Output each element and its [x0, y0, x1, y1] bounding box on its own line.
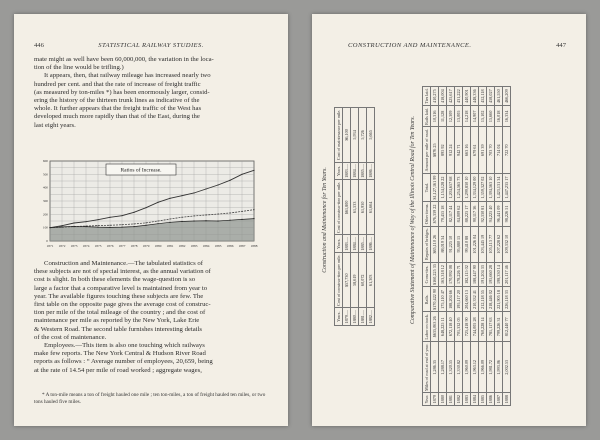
table2-cell: 912 24: [447, 127, 455, 174]
table1-cell: 1880.....: [352, 309, 357, 324]
table2-row: [447, 86, 455, 405]
data-point: [61, 226, 62, 227]
right-page-number: 447: [556, 42, 566, 49]
text-line: large a factor that a comparative level is maintained from year to: [34, 284, 208, 292]
data-point: [229, 180, 230, 181]
table2-cell: 1,981.72: [487, 342, 495, 393]
x-tick-label: 1887: [238, 244, 246, 248]
table1-header-cell: Years.: [335, 235, 343, 253]
text-line: & Western Road. The second table furnishes interesting details: [34, 325, 203, 333]
y-tick-label: 300: [42, 199, 48, 203]
table2-cell: 98,226 51: [503, 202, 511, 227]
data-point: [97, 219, 98, 220]
data-point: [73, 226, 74, 227]
table2-cell: 1,254,565 73: [455, 174, 463, 202]
table2-cell: 410,275: [431, 86, 439, 105]
table2-cell: 1,288.17: [439, 342, 447, 393]
text-line: first table on the opposite page gives the average cost of construc-: [34, 301, 211, 309]
table2-cell: 466,209: [503, 86, 511, 105]
data-point: [61, 225, 62, 226]
table2-cell: 109,332 10: [503, 226, 511, 262]
data-point: [157, 223, 158, 224]
table2-row: [431, 86, 439, 405]
text-line: these subjects are not of special interest, as the annual variation of: [34, 268, 211, 276]
maintenance-table: [422, 86, 511, 406]
table1-cell: 1884.....: [352, 236, 357, 251]
x-tick-label: 1875: [94, 244, 102, 248]
table2-cell: 425,617: [447, 86, 455, 105]
data-point: [229, 220, 230, 221]
table2-cell: 182,115 02: [463, 262, 471, 287]
table2-cell: 103,445 19: [479, 226, 487, 262]
x-tick-label: 1876: [106, 244, 114, 248]
data-point: [241, 174, 242, 175]
table1-cell: 1879.....: [344, 309, 349, 324]
table2-cell: 88,225 17: [463, 202, 471, 227]
table2-cell: $160,225 35: [432, 264, 437, 285]
data-point: [85, 221, 86, 222]
table2-cell: 1886: [487, 393, 495, 406]
x-tick-label: 1877: [118, 244, 126, 248]
table2-cell: 1,963.12: [471, 342, 479, 393]
table2-cell: 672,118 40: [447, 312, 455, 342]
data-point: [157, 202, 158, 203]
table2-cell: 1,334,129 00: [471, 174, 479, 202]
right-running-title: CONSTRUCTION AND MAINTENANCE.: [348, 42, 472, 49]
text-line: developed much more rapidly than that of the East, during the: [34, 113, 200, 121]
table2-cell: 94,225 40: [487, 202, 495, 227]
table2-cell: 96,441 09: [495, 202, 503, 227]
y-tick-label: 200: [42, 212, 48, 217]
table1-header-cell: Cost of maintenance per mile.: [336, 109, 341, 161]
table2-cell: 744,005 28: [471, 312, 479, 342]
table1-cell: 1882.....: [368, 309, 373, 324]
table2-cell: 1882: [455, 393, 463, 406]
table1-cell: 5,726: [359, 108, 367, 162]
left-body-bottom: [34, 260, 270, 375]
table2-cell: 15,660: [487, 106, 495, 127]
table2-cell: $170,422 90: [432, 288, 437, 310]
table1-cell: 1885.....: [360, 164, 365, 178]
table1-cell: $6,100: [343, 108, 351, 162]
table2-cell: 418,004: [439, 86, 447, 105]
table2-header-cell: Year.: [424, 394, 429, 404]
x-tick-label: 1872: [58, 244, 66, 248]
table2-cell: 163,318 12: [439, 262, 447, 287]
table1-cell: 60,072: [359, 253, 367, 308]
table2-cell: 11,128: [439, 106, 447, 127]
table2-cell: 1,447,235 17: [503, 174, 511, 202]
table2-cell: 1887: [495, 393, 503, 406]
data-point: [241, 219, 242, 220]
table2-cell: 10,316: [431, 106, 439, 127]
table2-header-cell: Amount per mile of road.: [424, 128, 429, 172]
table2-cell: 221,905 18: [495, 287, 503, 312]
table1-cell: 58,619: [351, 253, 359, 308]
table1-cell: $61,800: [343, 180, 351, 235]
table2-cell: 448,336: [471, 86, 479, 105]
table2-cell: 701,332 05: [455, 312, 463, 342]
data-point: [253, 218, 254, 219]
table1-header-cell: Years.: [335, 308, 343, 326]
table1-cell: 5,934: [351, 108, 359, 162]
x-tick-label: 1874: [82, 244, 90, 248]
text-line: Employees.—This item is also one touching which railways: [44, 342, 205, 350]
table2-cell: 15,102: [479, 106, 487, 127]
table2-cell: 88,019 34: [439, 226, 447, 262]
table1-row: [359, 108, 367, 326]
table2-cell: 1,286.35: [431, 342, 439, 393]
table2-title: Comparative Statement of Maintenance of Way of the Illinois Central Road for Ten Years.: [410, 115, 416, 325]
table2-cell: 714 04: [495, 127, 503, 174]
text-line: last eight years.: [34, 121, 76, 129]
table2-cell: 1,960.09: [463, 342, 471, 393]
table2-cell: 703 70: [487, 127, 495, 174]
data-point: [145, 207, 146, 208]
table2-header-cell: Labor on track.: [424, 313, 429, 340]
table1-header-cell: Years.: [335, 162, 343, 180]
table2-cell: 188,447 90: [471, 262, 479, 287]
left-running-title: STATISTICAL RAILWAY STUDIES.: [98, 42, 204, 49]
y-tick-label: 600: [42, 159, 48, 163]
data-point: [121, 224, 122, 225]
table2-cell: 91,225 10: [447, 226, 455, 262]
text-line: year. The available figures touching these subjects are few. The: [34, 292, 204, 300]
table2-row: [495, 86, 503, 405]
table2-cell: 461,550: [495, 86, 503, 105]
table2-row: [503, 86, 511, 405]
data-point: [133, 212, 134, 213]
table1-row: [367, 108, 375, 326]
table1-title: Construction and Maintenance for Ten Years.: [322, 167, 328, 273]
table2-cell: 13,005: [455, 106, 463, 127]
table2-cell: 1,154,128 22: [439, 174, 447, 202]
data-point: [169, 222, 170, 223]
table2-cell: 663 16: [463, 127, 471, 174]
table2-cell: $876 25: [431, 127, 439, 174]
text-line: Construction and Maintenance.—The tabulated statistics of: [44, 260, 203, 267]
table1-cell: 1883.....: [344, 164, 349, 178]
table2-cell: 1879: [431, 393, 439, 406]
x-tick-label: 1873: [70, 244, 78, 248]
data-point: [145, 222, 146, 223]
data-point: [229, 212, 230, 213]
left-body-top: [34, 56, 270, 130]
table2-cell: 188,204 66: [447, 287, 455, 312]
table2-row: [479, 86, 487, 405]
table1-cell: 1885.....: [360, 236, 365, 251]
text-line: It appears, then, that railway mileage has increased nearly two: [44, 72, 211, 80]
x-tick-label: 1886: [226, 244, 234, 248]
left-page: [14, 14, 288, 426]
text-line: maintenance per mile as reported by the New York, Lake Erie: [34, 317, 200, 325]
table2-cell: 942 71: [455, 127, 463, 174]
text-line: make few reports. The New York Central & Hudson River Road: [34, 350, 206, 358]
table2-cell: 812,440 77: [503, 312, 511, 342]
table1-cell: 61,664: [367, 180, 375, 235]
table2-row: [455, 86, 463, 405]
table2-row: [463, 86, 471, 405]
table2-cell: 101,226 04: [471, 226, 479, 262]
table1-cell: 1883.....: [344, 236, 349, 251]
table2-cell: 1,966.09: [479, 342, 487, 393]
x-tick-label: 1879: [142, 244, 150, 248]
table2-cell: 99,410 88: [463, 226, 471, 262]
table1-header-cell: Cost of construc-tion per mile.: [336, 254, 341, 306]
table2-cell: 201,117 46: [503, 262, 511, 287]
data-point: [145, 225, 146, 226]
table2-cell: 218,446 02: [487, 287, 495, 312]
table2-cell: 725,418 90: [463, 312, 471, 342]
table2-cell: 1,394,563 10: [487, 174, 495, 202]
text-line: whole. It further appears that the freight traffic of the West has: [34, 105, 202, 113]
table2-header-cell: Rails.: [423, 287, 431, 312]
table2-cell: 452,118: [479, 86, 487, 105]
table2-cell: 722 70: [503, 127, 511, 174]
table1-cell: 1884.....: [352, 164, 357, 178]
data-point: [181, 221, 182, 222]
table2-cell: 1880: [439, 393, 447, 406]
table2-cell: 210,332 41: [471, 287, 479, 312]
table2-cell: 1,204,657 68: [447, 174, 455, 202]
x-tick-label: 1882: [178, 244, 186, 248]
table2-cell: 1884: [471, 393, 479, 406]
table2-cell: 431,222: [455, 86, 463, 105]
data-point: [49, 227, 50, 228]
table1-cell: 1886.....: [368, 236, 373, 251]
right-page: [312, 14, 586, 426]
table2-cell: 760,228 14: [479, 312, 487, 342]
table2-cell: $635,063 26: [431, 312, 439, 342]
table1-cell: 1881.....: [360, 309, 365, 324]
text-line: at the rate of 14.54 per mile of road worked ; aggregate wages,: [34, 366, 202, 374]
text-line: of the cost of maintenance.: [34, 333, 107, 341]
table2-header-cell: Other items.: [424, 203, 429, 225]
table2-cell: 84,009 62: [455, 202, 463, 227]
data-point: [205, 214, 206, 215]
y-tick-label: 500: [42, 172, 48, 177]
data-point: [169, 198, 170, 199]
table1-cell: 61,533: [351, 180, 359, 235]
table1-cell: 1886.....: [368, 164, 373, 178]
left-page-header: [14, 42, 288, 52]
table2-cell: 895 92: [439, 127, 447, 174]
chart-title: Ratios of Increase.: [120, 167, 162, 174]
data-point: [85, 226, 86, 227]
y-tick-label: 100: [42, 225, 48, 230]
data-point: [109, 227, 110, 228]
x-tick-label: 1880: [154, 244, 162, 248]
table2-header-cell: Cross-ties.: [423, 262, 431, 287]
table2-row: [439, 86, 447, 405]
data-point: [121, 215, 122, 216]
table2-cell: 204,660 13: [463, 287, 471, 312]
table2-cell: 195,660 28: [487, 262, 495, 287]
table1-row: [351, 108, 359, 326]
table2-cell: $1,127,161 99: [432, 175, 437, 200]
table1-cell: 61,930: [359, 180, 367, 235]
table2-cell: 1,993.06: [495, 342, 503, 393]
table1-row: [343, 108, 351, 326]
table2-cell: 16,334: [503, 106, 511, 127]
construction-table: [334, 107, 375, 326]
x-tick-label: 1883: [190, 244, 198, 248]
table2-cell: 1888: [503, 393, 511, 406]
table2-cell: 440,901: [463, 86, 471, 105]
data-point: [157, 220, 158, 221]
footnote: * A ton-mile means a ton of freight hauled one mile ; ten ton-miles, a ton of freight hauled ten miles, or two tons hauled five miles.: [34, 392, 266, 405]
table2-cell: 1,423,131 34: [495, 174, 503, 202]
data-point: [205, 188, 206, 189]
data-point: [97, 227, 98, 228]
table2-cell: 799,226 31: [495, 312, 503, 342]
table2-header-cell: Total.: [423, 174, 431, 202]
data-point: [133, 223, 134, 224]
table2-cell: 105,113 77: [487, 226, 495, 262]
table2-cell: 1,299,830 10: [463, 174, 471, 202]
text-line: cost is slight. In both these elements the wage-question is so: [34, 276, 196, 284]
table2-cell: $85,110 26: [431, 226, 439, 262]
table2-cell: 1883: [463, 393, 471, 406]
data-point: [217, 220, 218, 221]
text-line: hundred per cent. and that the rate of increase of freight traffic: [34, 80, 201, 88]
table2-cell: 16,018: [495, 106, 503, 127]
data-point: [181, 217, 182, 218]
ratios-of-increase-chart: [34, 157, 270, 251]
data-point: [241, 211, 242, 212]
table2-cell: 90,117 36: [471, 202, 479, 227]
table1-header-cell: Cost of construc-tion per mile.: [336, 181, 341, 233]
table2-cell: 82,117 44: [447, 202, 455, 227]
text-line: tion of the line would be trifling.): [34, 64, 124, 72]
data-point: [253, 170, 254, 171]
table2-cell: 95,880 15: [455, 226, 463, 262]
data-point: [193, 220, 194, 221]
x-tick-label: 1885: [214, 244, 222, 248]
rotated-tables: [312, 14, 586, 426]
data-point: [97, 225, 98, 226]
table2-cell: 1881: [447, 393, 455, 406]
table2-cell: 198,330 14: [495, 262, 503, 287]
table2-cell: 458,027: [487, 86, 495, 105]
data-point: [205, 220, 206, 221]
table2-cell: 1,320.55: [447, 342, 455, 393]
data-point: [121, 227, 122, 228]
data-point: [217, 184, 218, 185]
table2-cell: 107,228 62: [495, 226, 503, 262]
table2-cell: 226,118 33: [503, 287, 511, 312]
x-tick-label: 1884: [202, 244, 210, 248]
table2-cell: $76,339 22: [431, 202, 439, 227]
text-line: tion per mile of the total mileage of the country ; and the cost of: [34, 309, 206, 317]
table2-cell: 1885: [479, 393, 487, 406]
table2-header-cell: Miles of road at end of year.: [424, 343, 429, 391]
table2-row: [471, 86, 479, 405]
data-point: [109, 225, 110, 226]
table2-cell: 79,455 18: [439, 202, 447, 227]
table2-header-cell: Repairs of bridges.: [424, 228, 429, 261]
table2-cell: 191,204 33: [479, 262, 487, 287]
x-tick-label: 1888: [250, 244, 258, 248]
table1-cell: 61,303: [367, 253, 375, 308]
table1-cell: $57,730: [343, 253, 351, 308]
table2-header-cell: Rails laid.: [424, 107, 429, 125]
table2-cell: 1,359,327 02: [479, 174, 487, 202]
data-point: [193, 215, 194, 216]
text-line: (as measured by ton-miles *) has been enormously larger, consid-: [34, 88, 210, 96]
data-point: [133, 226, 134, 227]
table1-cell: 5,665: [367, 108, 375, 162]
text-line: mate might as well have been 60,000,000, the variation in the loca-: [34, 56, 214, 63]
table2-cell: 170,992 08: [447, 262, 455, 287]
table2-cell: 781,117 63: [487, 312, 495, 342]
x-tick-label: 1871: [46, 244, 54, 248]
table2-cell: 12,309: [447, 106, 455, 127]
table2-cell: 2,002.53: [503, 342, 511, 393]
data-point: [181, 195, 182, 196]
data-point: [169, 218, 170, 219]
data-point: [109, 217, 110, 218]
y-tick-label: 0: [46, 239, 48, 243]
data-point: [253, 209, 254, 210]
y-tick-label: 400: [42, 185, 48, 190]
table2-cell: 92,330 81: [479, 202, 487, 227]
table2-cell: 175,110 47: [439, 287, 447, 312]
table2-row: [487, 86, 495, 405]
table2-cell: 14,218: [463, 106, 471, 127]
table2-header-cell: Ties laid.: [424, 88, 429, 104]
table2-cell: 195,117 20: [455, 287, 463, 312]
table2-cell: 178,226 71: [455, 262, 463, 287]
table2-cell: 648,225 11: [439, 312, 447, 342]
data-point: [217, 213, 218, 214]
table2-cell: 14,907: [471, 106, 479, 127]
left-page-number: 446: [34, 42, 44, 49]
table2-cell: 212,118 55: [479, 287, 487, 312]
table2-cell: 679 61: [471, 127, 479, 174]
text-line: ering the history of the thirteen trunk lines as indicative of the: [34, 97, 200, 105]
x-tick-label: 1881: [166, 244, 174, 248]
table2-cell: 691 39: [479, 127, 487, 174]
x-tick-label: 1878: [130, 244, 138, 248]
text-line: reports as follows : “ Average number of employees, 20,659, being: [34, 358, 213, 366]
table2-cell: 1,330.82: [455, 342, 463, 393]
data-point: [193, 192, 194, 193]
data-point: [73, 222, 74, 223]
